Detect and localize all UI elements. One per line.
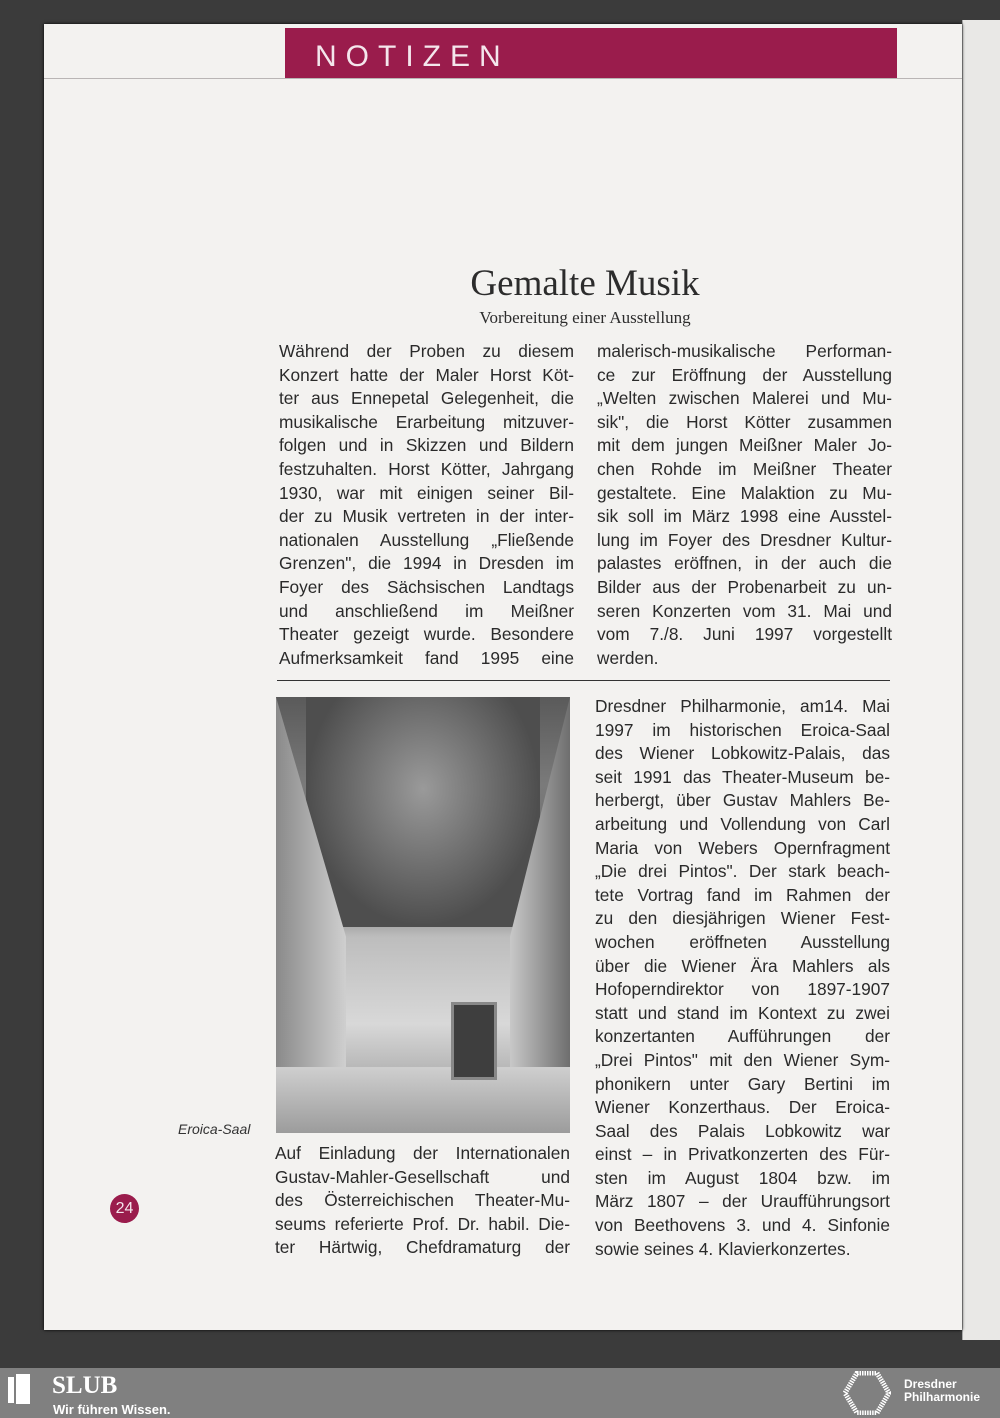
- photo-caption: Eroica-Saal: [178, 1121, 251, 1137]
- text-line: mit dem jungen Meißner Maler Jo-: [597, 435, 892, 456]
- article-title: Gemalte Musik: [470, 263, 700, 304]
- page-number: 24: [110, 1194, 139, 1223]
- text-line: Bilder aus der Probenarbeit zu un-: [597, 576, 892, 597]
- text-line: Grenzen", die 1994 in Dresden im: [279, 553, 574, 574]
- slub-logo[interactable]: SLUB: [52, 1372, 118, 1399]
- text-line: Wiener Konzerthaus. Der Eroica-: [595, 1097, 890, 1118]
- text-line: konzertanten Aufführungen der: [595, 1026, 890, 1047]
- text-line: phonikern unter Gary Bertini im: [595, 1073, 890, 1094]
- text-line: des Wiener Lobkowitz-Palais, das: [595, 743, 890, 764]
- text-line: sik soll im März 1998 eine Ausstel-: [597, 506, 892, 527]
- text-line: März 1807 – der Uraufführungsort: [595, 1191, 890, 1212]
- partner-line-1: Dresdner: [904, 1377, 957, 1391]
- text-line: festzuhalten. Horst Kötter, Jahrgang: [279, 458, 574, 479]
- text-line: Auf Einladung der Internationalen: [275, 1143, 570, 1163]
- text-line: von Beethovens 3. und 4. Sinfonie: [595, 1215, 890, 1236]
- text-line: lung im Foyer des Dresdner Kultur-: [597, 529, 892, 550]
- text-line: „Drei Pintos" mit den Wiener Sym-: [595, 1049, 890, 1070]
- text-line: palastes eröffnen, in der auch die: [597, 553, 892, 574]
- article-column-1: [279, 340, 574, 670]
- text-line: des Österreichischen Theater-Mu-: [275, 1190, 570, 1211]
- text-line: chen Rohde im Meißner Theater: [597, 458, 892, 479]
- text-line: Foyer des Sächsischen Landtags: [279, 576, 574, 597]
- text-line: vom 7./8. Juni 1997 vorgestellt: [597, 624, 892, 645]
- text-line: Dresdner Philharmonie, am14. Mai: [595, 696, 890, 716]
- philharmonie-logo-icon: [843, 1371, 891, 1415]
- text-line: über die Wiener Ära Mahlers als: [595, 955, 890, 976]
- text-line: Theater gezeigt wurde. Besondere: [279, 624, 574, 645]
- slub-tagline: Wir führen Wissen.: [53, 1402, 171, 1417]
- text-line: ter Härtwig, Chefdramaturg der: [275, 1237, 570, 1258]
- section-header: [285, 28, 897, 78]
- text-line: sten im August 1804 bzw. im: [595, 1167, 890, 1188]
- text-line: Saal des Palais Lobkowitz war: [595, 1120, 890, 1141]
- text-line: sowie seines 4. Klavierkonzertes.: [595, 1238, 851, 1259]
- second-column-1: [275, 1142, 570, 1260]
- partner-logo-text[interactable]: [904, 1378, 980, 1404]
- text-line: seit 1991 das Theater-Museum be-: [595, 766, 890, 787]
- text-line: Maria von Webers Opernfragment: [595, 837, 890, 858]
- text-line: nationalen Ausstellung „Fließende: [279, 529, 574, 550]
- article-subtitle: Vorbereitung einer Ausstellung: [479, 308, 691, 327]
- text-line: 1997 im historischen Eroica-Saal: [595, 719, 890, 740]
- slub-book-icon: [8, 1374, 30, 1404]
- text-line: „Die drei Pintos". Der stark beach-: [595, 861, 890, 882]
- text-line: 1930, war mit einigen seiner Bil-: [279, 482, 574, 503]
- header-rule: [44, 78, 962, 79]
- text-line: zu den diesjährigen Wiener Fest-: [595, 908, 890, 929]
- text-line: sik", die Horst Kötter zusammen: [597, 411, 892, 432]
- section-title: NOTIZEN: [315, 40, 510, 73]
- footer-bar: [0, 1368, 1000, 1418]
- text-line: Konzert hatte der Maler Horst Köt-: [279, 364, 574, 385]
- partner-line-2: Philharmonie: [904, 1390, 981, 1404]
- text-line: Aufmerksamkeit fand 1995 eine: [279, 647, 574, 668]
- text-line: musikalische Erarbeitung mitzuver-: [279, 411, 574, 432]
- text-line: herbergt, über Gustav Mahlers Be-: [595, 790, 890, 811]
- text-line: ce zur Eröffnung der Ausstellung: [597, 364, 892, 385]
- text-line: seums referierte Prof. Dr. habil. Die-: [275, 1213, 570, 1234]
- text-line: werden.: [597, 647, 659, 668]
- text-line: einst – in Privatkonzerten des Für-: [595, 1144, 890, 1165]
- text-line: arbeitung und Vollendung von Carl: [595, 813, 890, 834]
- text-line: „Welten zwischen Malerei und Mu-: [597, 388, 892, 409]
- text-line: seren Konzerten vom 31. Mai und: [597, 600, 892, 621]
- text-line: ter aus Ennepetal Gelegenheit, die: [279, 388, 574, 409]
- text-line: statt und stand im Kontext zu zwei: [595, 1002, 890, 1023]
- text-line: malerisch-musikalische Performan-: [597, 341, 892, 361]
- second-column-2: [595, 695, 890, 1261]
- text-line: Während der Proben zu diesem: [279, 341, 574, 361]
- text-line: und anschließend im Meißner: [279, 600, 574, 621]
- text-line: wochen eröffneten Ausstellung: [595, 931, 890, 952]
- text-line: Gustav-Mahler-Gesellschaft und: [275, 1166, 570, 1187]
- next-page-edge: [962, 20, 1000, 1340]
- text-line: gestaltete. Eine Malaktion zu Mu-: [597, 482, 892, 503]
- eroica-saal-photo: [276, 697, 570, 1133]
- text-line: Hofoperndirektor von 1897-1907: [595, 979, 890, 1000]
- text-line: folgen und in Skizzen und Bildern: [279, 435, 574, 456]
- text-line: tete Vortrag fand im Rahmen der: [595, 884, 890, 905]
- article-column-2: [597, 340, 892, 670]
- text-line: der zu Musik vertreten in der inter-: [279, 506, 574, 527]
- divider: [277, 680, 890, 681]
